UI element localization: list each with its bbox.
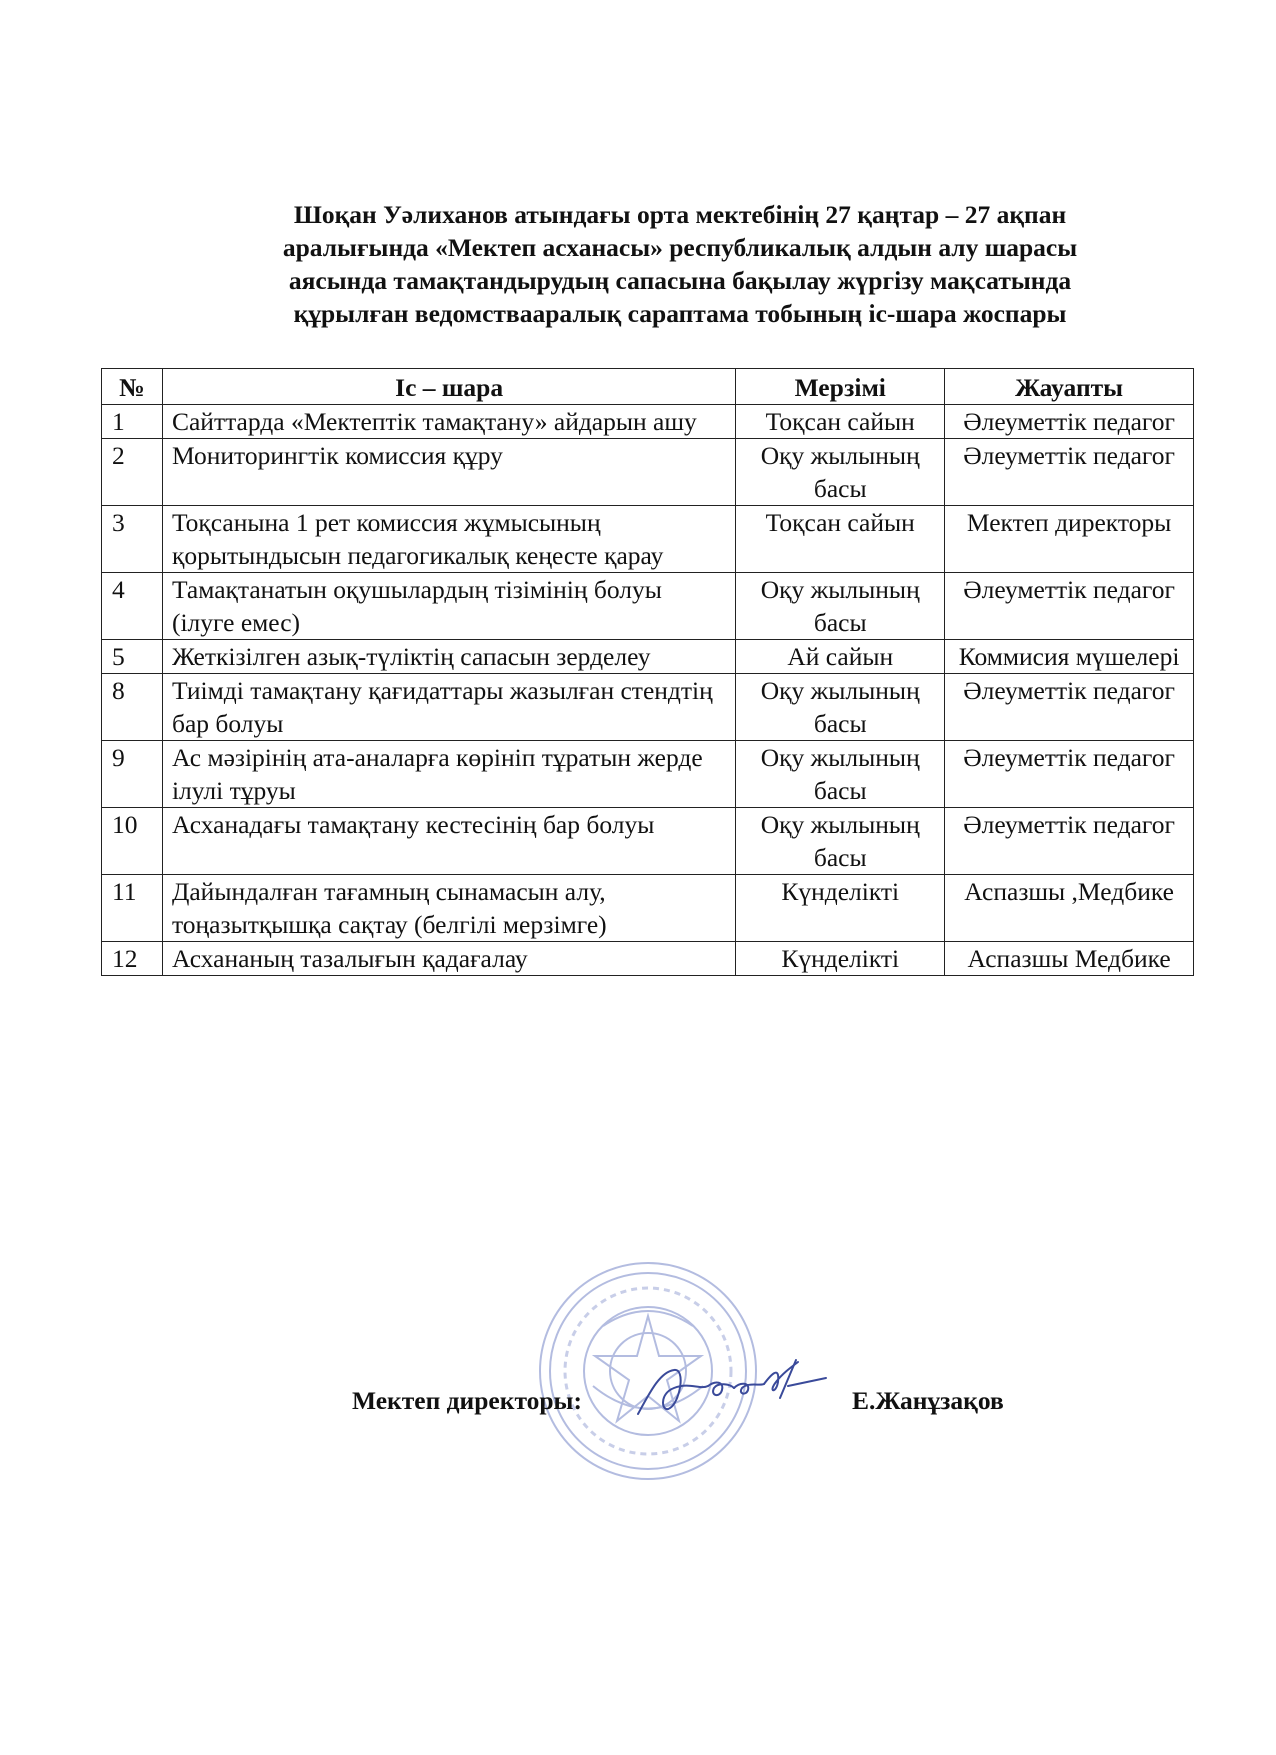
- title-line: аясында тамақтандырудың сапасына бақылау жүргізу мақсатында: [288, 266, 1072, 295]
- table-row: [102, 405, 1194, 439]
- row-number: 4: [102, 573, 163, 640]
- table-row: [102, 506, 1194, 573]
- row-deadline: Күнделікті: [736, 875, 945, 942]
- row-responsible: Әлеуметтік педагог: [945, 674, 1194, 741]
- row-event: Асханадағы тамақтану кестесінің бар болуы: [162, 808, 735, 875]
- row-deadline: Тоқсан сайын: [736, 405, 945, 439]
- row-responsible: Әлеуметтік педагог: [945, 741, 1194, 808]
- title-line: Шоқан Уәлиханов атындағы орта мектебінің 27 қаңтар – 27 ақпан: [293, 200, 1067, 229]
- table-row: [102, 875, 1194, 942]
- row-number: 2: [102, 439, 163, 506]
- row-responsible: Аспазшы Медбике: [945, 942, 1194, 976]
- table-row: [102, 808, 1194, 875]
- row-number: 5: [102, 640, 163, 674]
- row-deadline: Күнделікті: [736, 942, 945, 976]
- title-line: құрылған ведомствааралық сараптама тобының іс-шара жоспары: [293, 299, 1067, 328]
- table-row: [102, 439, 1194, 506]
- row-responsible: Әлеуметтік педагог: [945, 808, 1194, 875]
- document-title: [200, 198, 1160, 330]
- row-responsible: Әлеуметтік педагог: [945, 405, 1194, 439]
- row-responsible: Коммисия мүшелері: [945, 640, 1194, 674]
- table-row: [102, 741, 1194, 808]
- table-row: [102, 573, 1194, 640]
- row-number: 8: [102, 674, 163, 741]
- row-number: 11: [102, 875, 163, 942]
- row-deadline: Оқу жылының басы: [736, 573, 945, 640]
- table-row: [102, 942, 1194, 976]
- row-event: Сайттарда «Мектептік тамақтану» айдарын ашу: [162, 405, 735, 439]
- row-responsible: Әлеуметтік педагог: [945, 439, 1194, 506]
- table-header-row: [102, 369, 1194, 405]
- header-number: №: [102, 369, 163, 405]
- row-number: 3: [102, 506, 163, 573]
- row-event: Дайындалған тағамның сынамасын алу, тоңазытқышқа сақтау (белгілі мерзімге): [162, 875, 735, 942]
- row-event: Асхананың тазалығын қадағалау: [162, 942, 735, 976]
- event-plan-table: [101, 368, 1194, 976]
- header-responsible: Жауапты: [945, 369, 1194, 405]
- row-number: 12: [102, 942, 163, 976]
- row-deadline: Оқу жылының басы: [736, 674, 945, 741]
- row-responsible: Мектеп директоры: [945, 506, 1194, 573]
- table-row: [102, 674, 1194, 741]
- row-number: 10: [102, 808, 163, 875]
- row-event: Тоқсанына 1 рет комиссия жұмысының қорытындысын педагогикалық кеңесте қарау: [162, 506, 735, 573]
- title-line: аралығында «Мектеп асханасы» республикалық алдын алу шарасы: [282, 233, 1078, 262]
- signature-label: Мектеп директоры:: [352, 1386, 582, 1415]
- row-responsible: Аспазшы ,Медбике: [945, 875, 1194, 942]
- row-event: Ас мәзірінің ата-аналарға көрініп тұратын жерде ілулі тұруы: [162, 741, 735, 808]
- row-event: Мониторингтік комиссия құру: [162, 439, 735, 506]
- row-deadline: Оқу жылының басы: [736, 439, 945, 506]
- director-name: Е.Жанұзақов: [852, 1386, 1004, 1415]
- row-event: Тиімді тамақтану қағидаттары жазылған стендтің бар болуы: [162, 674, 735, 741]
- table-row: [102, 640, 1194, 674]
- row-number: 1: [102, 405, 163, 439]
- row-event: Жеткізілген азық-түліктің сапасын зерделеу: [162, 640, 735, 674]
- header-event: Іс – шара: [162, 369, 735, 405]
- row-deadline: Ай сайын: [736, 640, 945, 674]
- row-deadline: Тоқсан сайын: [736, 506, 945, 573]
- signature-block: [352, 1386, 1072, 1446]
- row-event: Тамақтанатын оқушылардың тізімінің болуы (ілуге емес): [162, 573, 735, 640]
- row-responsible: Әлеуметтік педагог: [945, 573, 1194, 640]
- row-number: 9: [102, 741, 163, 808]
- row-deadline: Оқу жылының басы: [736, 741, 945, 808]
- row-deadline: Оқу жылының басы: [736, 808, 945, 875]
- header-deadline: Мерзімі: [736, 369, 945, 405]
